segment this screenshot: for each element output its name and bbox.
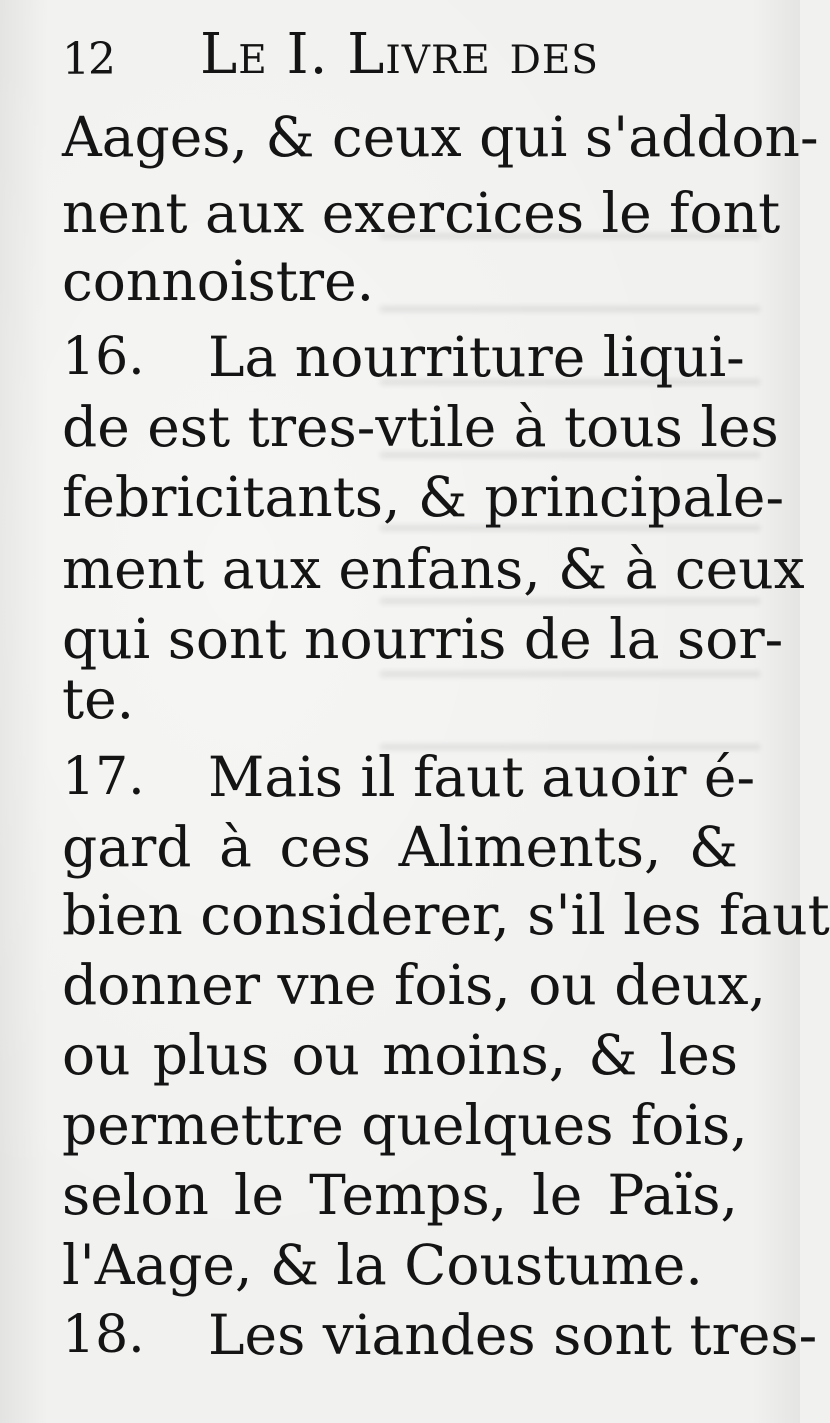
running-title: Le I. Livre des: [200, 22, 600, 87]
text-line-17: l'Aage, & la Coustume.: [62, 1233, 703, 1297]
text-line-15: permettre quelques fois,: [62, 1093, 748, 1157]
text-line-4: La nourriture liqui-: [208, 325, 745, 389]
text-line-8: qui sont nourris de la sor-: [62, 607, 784, 671]
text-line-6: febricitants, & principale-: [62, 465, 785, 529]
page-header: [62, 22, 742, 92]
text-line-9: te.: [62, 667, 135, 731]
text-line-18: Les viandes sont tres-: [208, 1303, 818, 1367]
text-line-13: donner vne fois, ou deux,: [62, 953, 766, 1017]
text-line-14: ou plus ou moins, & les: [62, 1023, 738, 1087]
text-line-3: connoistre.: [62, 249, 375, 313]
text-line-10: Mais il faut auoir é-: [208, 745, 756, 809]
text-line-7: ment aux enfans, & à ceux: [62, 537, 805, 601]
page-number: 12: [62, 34, 114, 85]
text-line-11: gard à ces Aliments, &: [62, 815, 738, 879]
paragraph-number-17: 17.: [62, 747, 145, 807]
text-line-1: Aages, & ceux qui s'addon-: [62, 105, 819, 169]
paragraph-number-18: 18.: [62, 1305, 145, 1365]
text-line-2: nent aux exercices le font: [62, 181, 781, 245]
paragraph-number-16: 16.: [62, 327, 145, 387]
text-line-16: selon le Temps, le Païs,: [62, 1163, 738, 1227]
text-line-12: bien considerer, s'il les faut: [62, 883, 830, 947]
text-line-5: de est tres-vtile à tous les: [62, 395, 779, 459]
